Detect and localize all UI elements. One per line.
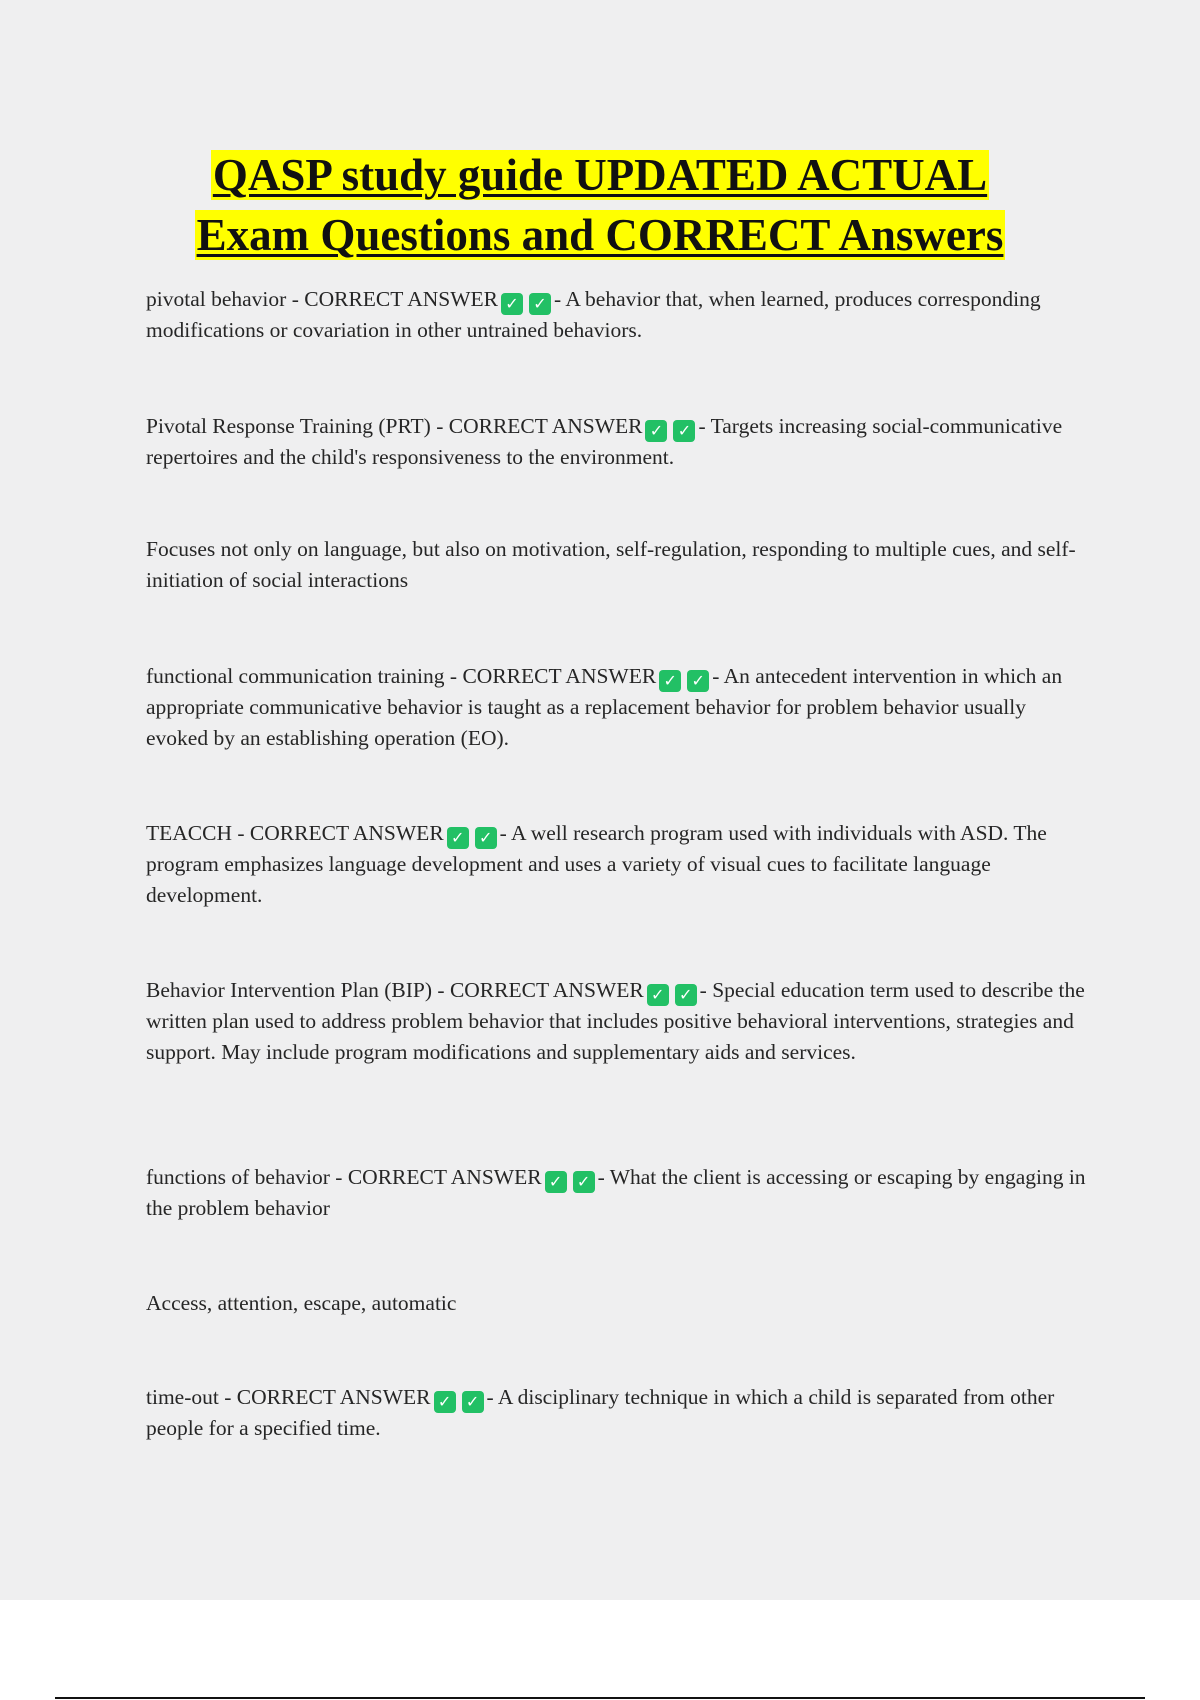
entry-definition: Special education term used to describe the written plan used to address problem behavior that includes positive behavioral interventions, strategies and support. May include program modifications and supplementary aids and services. bbox=[146, 978, 1085, 1064]
answer-marker: CORRECT ANSWER bbox=[448, 414, 643, 438]
qa-entry: TEACCH - CORRECT ANSWER ✓ ✓ - A well research program used with individuals with ASD. The program emphasizes language development and uses a variety of visual cues to facilitate language development. bbox=[146, 821, 1047, 907]
entry-term: functions of behavior bbox=[146, 1165, 330, 1189]
answer-marker: CORRECT ANSWER bbox=[347, 1165, 542, 1189]
white-check-mark-icon: ✓ bbox=[475, 827, 497, 849]
title-line-1: QASP study guide UPDATED ACTUAL bbox=[212, 150, 988, 200]
answer-marker: CORRECT ANSWER bbox=[249, 821, 444, 845]
entry-term: functional communication training bbox=[146, 664, 445, 688]
qa-entry: functions of behavior - CORRECT ANSWER ✓ ✓ - What the client is accessing or escaping by engaging in the problem behavior bbox=[146, 1165, 1086, 1220]
entry-definition: A behavior that, when learned, produces corresponding modifications or covariation in other untrained behaviors. bbox=[146, 287, 1041, 342]
white-check-mark-icon: ✓ bbox=[687, 670, 709, 692]
entry-definition: What the client is accessing or escaping by engaging in the problem behavior bbox=[146, 1165, 1086, 1220]
entry-definition: An antecedent intervention in which an appropriate communicative behavior is taught as a replacement behavior for problem behavior usually evoked by an establishing operation (EO). bbox=[146, 664, 1063, 750]
entry-term: Behavior Intervention Plan (BIP) bbox=[146, 978, 433, 1002]
entry-term: Pivotal Response Training (PRT) bbox=[146, 414, 431, 438]
title-line-2: Exam Questions and CORRECT Answers bbox=[196, 210, 1004, 260]
answer-marker: CORRECT ANSWER bbox=[449, 978, 644, 1002]
white-check-mark-icon: ✓ bbox=[647, 984, 669, 1006]
white-check-mark-icon: ✓ bbox=[447, 827, 469, 849]
document-title bbox=[0, 145, 1200, 265]
entry-term: TEACCH bbox=[146, 821, 232, 845]
answer-marker: CORRECT ANSWER bbox=[304, 287, 498, 311]
white-check-mark-icon: ✓ bbox=[573, 1171, 595, 1193]
entry-definition: A well research program used with individuals with ASD. The program emphasizes language development and uses a variety of visual cues to facilitate language development. bbox=[146, 821, 1047, 907]
entry-term: time-out bbox=[146, 1385, 219, 1409]
white-check-mark-icon: ✓ bbox=[659, 670, 681, 692]
white-check-mark-icon: ✓ bbox=[645, 420, 667, 442]
qa-entry: Pivotal Response Training (PRT) - CORRECT ANSWER ✓ ✓ - Targets increasing social-communicative repertoires and the child's responsiveness to the environment. bbox=[146, 414, 1063, 469]
white-check-mark-icon: ✓ bbox=[675, 984, 697, 1006]
entry-definition: A disciplinary technique in which a child is separated from other people for a specified time. bbox=[146, 1385, 1055, 1440]
note-paragraph bbox=[146, 534, 1090, 595]
note-text: Access, attention, escape, automatic bbox=[146, 1291, 457, 1315]
answer-marker: CORRECT ANSWER bbox=[462, 664, 657, 688]
qa-entry: functional communication training - CORRECT ANSWER ✓ ✓ - An antecedent intervention in which an appropriate communicative behavior is taught as a replacement behavior for problem behavior usually evoked by an establishing operation (EO). bbox=[146, 664, 1063, 750]
white-check-mark-icon: ✓ bbox=[673, 420, 695, 442]
white-check-mark-icon: ✓ bbox=[529, 293, 551, 315]
entry-definition: Targets increasing social-communicative repertoires and the child's responsiveness to the environment. bbox=[146, 414, 1063, 469]
white-check-mark-icon: ✓ bbox=[545, 1171, 567, 1193]
entry-term: pivotal behavior bbox=[146, 287, 287, 311]
footer-divider bbox=[55, 1697, 1145, 1699]
white-check-mark-icon: ✓ bbox=[462, 1391, 484, 1413]
qa-entry: pivotal behavior - CORRECT ANSWER ✓ ✓ - A behavior that, when learned, produces corresponding modifications or covariation in other untrained behaviors. bbox=[146, 287, 1041, 342]
note-text: Focuses not only on language, but also on motivation, self-regulation, responding to multiple cues, and self-initiation of social interactions bbox=[146, 537, 1076, 592]
white-check-mark-icon: ✓ bbox=[501, 293, 523, 315]
qa-entry: Behavior Intervention Plan (BIP) - CORRECT ANSWER ✓ ✓ - Special education term used to describe the written plan used to address problem behavior that includes positive behavioral interventions, strategies and support. May include program modifications and supplementary aids and services. bbox=[146, 978, 1085, 1064]
note-paragraph bbox=[146, 1288, 1090, 1319]
white-check-mark-icon: ✓ bbox=[434, 1391, 456, 1413]
qa-entry: time-out - CORRECT ANSWER ✓ ✓ - A disciplinary technique in which a child is separated from other people for a specified time. bbox=[146, 1385, 1055, 1440]
answer-marker: CORRECT ANSWER bbox=[236, 1385, 431, 1409]
